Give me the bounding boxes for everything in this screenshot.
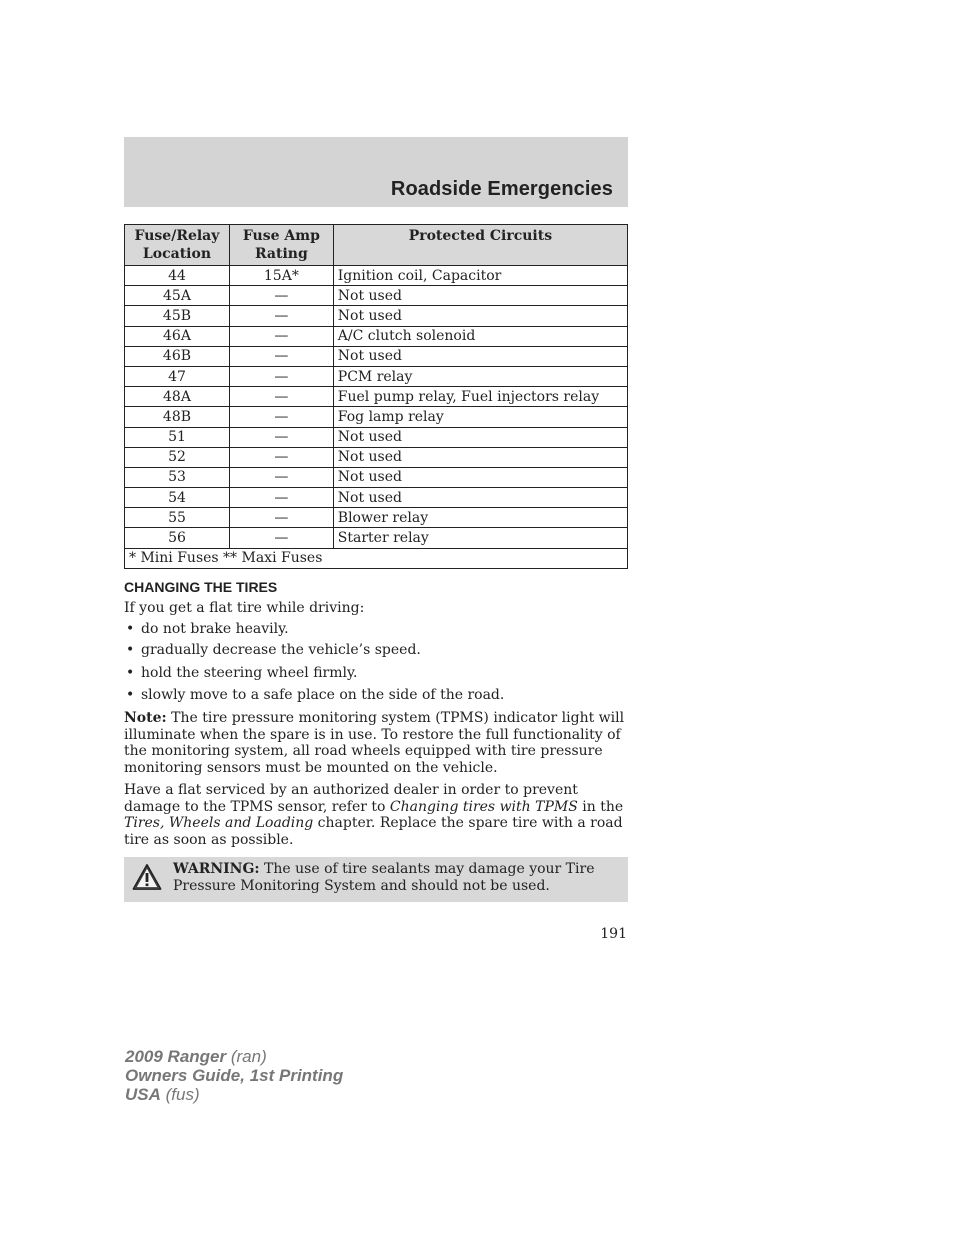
footer-model: 2009 Ranger — [125, 1047, 227, 1066]
cell-rating: — — [229, 528, 333, 548]
cell-location: 52 — [125, 447, 230, 467]
cell-rating: — — [229, 366, 333, 386]
list-item-text: hold the steering wheel firmly. — [141, 665, 358, 681]
table-row — [125, 266, 628, 286]
footer-edition: Owners Guide, 1st Printing — [125, 1066, 344, 1085]
cell-circuit: PCM relay — [333, 366, 627, 386]
cell-location: 45B — [125, 306, 230, 326]
list-item-text: gradually decrease the vehicle’s speed. — [141, 642, 421, 658]
cell-location: 53 — [125, 467, 230, 487]
paragraph-reference: Changing tires with TPMS — [389, 798, 578, 815]
cell-location: 47 — [125, 366, 230, 386]
footer-market: USA — [125, 1085, 161, 1104]
footer-line — [125, 1047, 343, 1066]
column-header-location — [125, 225, 230, 266]
document-footer — [125, 1047, 343, 1104]
cell-rating: — — [229, 427, 333, 447]
table-row — [125, 508, 628, 528]
cell-rating: — — [229, 488, 333, 508]
cell-circuit: Not used — [333, 447, 627, 467]
footer-line — [125, 1085, 343, 1104]
paragraph-text: in the — [577, 798, 624, 815]
table-footnote-row — [125, 548, 628, 568]
header-band — [124, 137, 628, 207]
column-header-rating — [229, 225, 333, 266]
table-row — [125, 286, 628, 306]
paragraph-reference: Tires, Wheels and Loading — [124, 815, 314, 832]
cell-circuit: Not used — [333, 286, 627, 306]
cell-circuit: Ignition coil, Capacitor — [333, 266, 627, 286]
note-label: Note: — [124, 710, 167, 726]
table-row — [125, 407, 628, 427]
cell-location: 51 — [125, 427, 230, 447]
bullet-icon: • — [126, 687, 135, 703]
cell-rating: 15A* — [229, 266, 333, 286]
cell-circuit: Fog lamp relay — [333, 407, 627, 427]
bullet-icon: • — [126, 665, 135, 681]
bullet-icon: • — [126, 642, 135, 658]
footer-model-code: (ran) — [226, 1047, 267, 1066]
table-row — [125, 488, 628, 508]
cell-location: 46B — [125, 346, 230, 366]
table-row — [125, 387, 628, 407]
column-header-line: Fuse Amp — [242, 228, 320, 244]
footer-market-code: (fus) — [160, 1085, 200, 1104]
column-header-circuits — [333, 225, 627, 266]
cell-rating: — — [229, 346, 333, 366]
cell-rating: — — [229, 286, 333, 306]
table-row — [125, 427, 628, 447]
list-item-text: do not brake heavily. — [141, 621, 289, 637]
warning-triangle-icon — [132, 863, 162, 891]
intro-text: If you get a flat tire while driving: — [124, 600, 365, 616]
warning-label: WARNING: — [173, 861, 260, 877]
table-row — [125, 467, 628, 487]
column-header-line: Fuse/Relay — [134, 228, 220, 244]
service-paragraph — [124, 782, 628, 848]
cell-circuit: Blower relay — [333, 508, 627, 528]
cell-rating: — — [229, 306, 333, 326]
table-row — [125, 528, 628, 548]
warning-text — [173, 861, 613, 894]
cell-rating: — — [229, 387, 333, 407]
column-header-line: Protected Circuits — [408, 228, 553, 244]
cell-location: 48A — [125, 387, 230, 407]
table-row — [125, 346, 628, 366]
cell-rating: — — [229, 407, 333, 427]
cell-location: 56 — [125, 528, 230, 548]
table-footnote: * Mini Fuses ** Maxi Fuses — [125, 548, 628, 568]
paragraph-text: Have a flat serviced by an authorized dealer in order to prevent damage to the TPMS sensor, refer to — [124, 782, 578, 815]
section-heading: CHANGING THE TIRES — [124, 579, 278, 595]
table-row — [125, 306, 628, 326]
cell-circuit: Not used — [333, 427, 627, 447]
paragraph-text: chapter. Replace the spare tire with a road tire as soon as possible. — [124, 815, 623, 848]
table-row — [125, 447, 628, 467]
column-header-line: Location — [142, 246, 212, 262]
cell-circuit: A/C clutch solenoid — [333, 326, 627, 346]
note-paragraph — [124, 710, 628, 776]
cell-location: 48B — [125, 407, 230, 427]
cell-location: 44 — [125, 266, 230, 286]
cell-rating: — — [229, 447, 333, 467]
cell-location: 54 — [125, 488, 230, 508]
footer-line — [125, 1066, 343, 1085]
column-header-line: Rating — [254, 246, 308, 262]
page-number: 191 — [600, 926, 627, 942]
note-text: The tire pressure monitoring system (TPMS) indicator light will illuminate when the spare is in use. To restore the full functionality of the monitoring system, all road wheels equipped with tire pressure monitoring sensors must be mounted on the vehicle. — [124, 710, 625, 776]
warning-message: The use of tire sealants may damage your Tire Pressure Monitoring System and should not be used. — [173, 861, 595, 894]
cell-circuit: Not used — [333, 346, 627, 366]
cell-circuit: Not used — [333, 488, 627, 508]
cell-circuit: Fuel pump relay, Fuel injectors relay — [333, 387, 627, 407]
fuse-table — [124, 224, 628, 569]
cell-rating: — — [229, 467, 333, 487]
page-title: Roadside Emergencies — [390, 178, 613, 200]
cell-circuit: Starter relay — [333, 528, 627, 548]
list-item-text: slowly move to a safe place on the side of the road. — [141, 687, 505, 703]
cell-location: 55 — [125, 508, 230, 528]
table-row — [125, 366, 628, 386]
cell-circuit: Not used — [333, 306, 627, 326]
cell-rating: — — [229, 508, 333, 528]
table-row — [125, 326, 628, 346]
cell-circuit: Not used — [333, 467, 627, 487]
cell-rating: — — [229, 326, 333, 346]
warning-box — [124, 857, 628, 902]
cell-location: 45A — [125, 286, 230, 306]
cell-location: 46A — [125, 326, 230, 346]
table-header-row — [125, 225, 628, 266]
bullet-icon: • — [126, 621, 135, 637]
